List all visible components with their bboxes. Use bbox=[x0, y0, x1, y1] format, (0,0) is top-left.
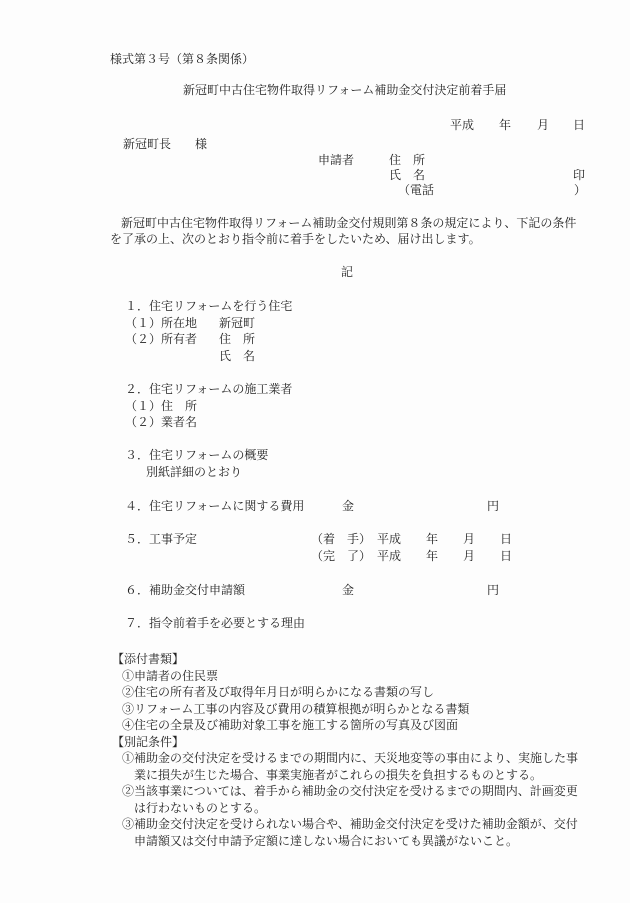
form-number: 様式第３号（第８条関係） bbox=[110, 52, 255, 66]
attachment-item: ①申請者の住民票 bbox=[122, 669, 219, 683]
date-day: 日 bbox=[573, 118, 586, 132]
condition-1-line-1: ①補助金の交付決定を受けるまでの期間内に、天災地変等の事由により、実施した事 bbox=[122, 751, 579, 765]
applicant-phone-label: （電話 bbox=[398, 183, 435, 197]
item5-end-month: 月 bbox=[463, 549, 476, 563]
item7-heading: ７．指令前着手を必要とする理由 bbox=[125, 616, 306, 630]
seal-mark: 印 bbox=[573, 168, 586, 182]
date-era: 平成 bbox=[450, 118, 475, 132]
ki-heading: 記 bbox=[341, 265, 354, 279]
condition-2-line-1: ②当該事業については、着手から補助金の交付決定を受けるまでの期間内、計画変更 bbox=[122, 784, 578, 798]
item5-start-month: 月 bbox=[463, 532, 476, 546]
date-month: 月 bbox=[537, 118, 550, 132]
conditions-heading: 【別記条件】 bbox=[112, 735, 185, 749]
item4-heading: ４．住宅リフォームに関する費用 bbox=[125, 499, 305, 513]
attachment-item: ②住宅の所有者及び取得年月日が明らかになる書類の写し bbox=[122, 685, 435, 699]
item2-contractor-name: （２）業者名 bbox=[125, 415, 198, 429]
date-year: 年 bbox=[499, 118, 512, 132]
item6-heading: ６．補助金交付申請額 bbox=[125, 583, 246, 597]
item5-start-label: （着 手） bbox=[311, 532, 372, 546]
item4-yen: 円 bbox=[487, 499, 500, 513]
item5-end-label: （完 了） bbox=[311, 549, 372, 563]
item6-kin: 金 bbox=[342, 583, 355, 597]
item1-heading: １．住宅リフォームを行う住宅 bbox=[125, 299, 293, 313]
attachment-item: ④住宅の全景及び補助対象工事を施工する箇所の写真及び図面 bbox=[122, 718, 459, 732]
applicant-address-label: 住 所 bbox=[389, 153, 426, 167]
intro-line-2: を了承の上、次のとおり指令前に着手をしたいため、届け出します。 bbox=[110, 232, 481, 246]
item5-heading: ５．工事予定 bbox=[125, 532, 198, 546]
addressee-honorific: 様 bbox=[195, 137, 208, 151]
condition-3-line-2: 申請額又は交付申請予定額に達しない場合においても異議がないこと。 bbox=[134, 834, 519, 848]
applicant-name-label: 氏 名 bbox=[389, 168, 426, 182]
item5-end-day: 日 bbox=[500, 549, 513, 563]
item5-start-day: 日 bbox=[500, 532, 513, 546]
applicant-phone-close: ） bbox=[574, 183, 587, 197]
item5-start-year: 年 bbox=[426, 532, 439, 546]
item1-owner-label: （２）所有者 bbox=[125, 332, 198, 346]
item3-heading: ３．住宅リフォームの概要 bbox=[125, 448, 269, 462]
addressee-name: 新冠町長 bbox=[123, 137, 172, 151]
attachments-heading: 【添付書類】 bbox=[112, 652, 185, 666]
item2-address: （１）住 所 bbox=[125, 399, 198, 413]
item1-owner-address: 住 所 bbox=[219, 332, 256, 346]
item4-kin: 金 bbox=[342, 499, 355, 513]
item5-end-era: 平成 bbox=[377, 549, 402, 563]
condition-3-line-1: ③補助金交付決定を受けられない場合や、補助金交付決定を受けた補助金額が、交付 bbox=[122, 817, 578, 831]
item6-yen: 円 bbox=[487, 583, 500, 597]
item2-heading: ２．住宅リフォームの施工業者 bbox=[125, 382, 293, 396]
item5-end-year: 年 bbox=[426, 549, 439, 563]
item1-location-label: （１）所在地 bbox=[125, 316, 198, 330]
item5-start-era: 平成 bbox=[377, 532, 402, 546]
item3-note: 別紙詳細のとおり bbox=[146, 465, 243, 479]
document-title: 新冠町中古住宅物件取得リフォーム補助金交付決定前着手届 bbox=[183, 83, 507, 97]
condition-1-line-2: 業に損失が生じた場合、事業実施者がこれらの損失を負担するものとする。 bbox=[134, 768, 543, 782]
intro-line-1: 新冠町中古住宅物件取得リフォーム補助金交付規則第８条の規定により、下記の条件 bbox=[121, 216, 577, 230]
condition-2-line-2: は行わないものとする。 bbox=[134, 801, 267, 815]
attachment-item: ③リフォーム工事の内容及び費用の積算根拠が明らかとなる書類 bbox=[122, 702, 470, 716]
applicant-label: 申請者 bbox=[318, 153, 355, 167]
item1-location-value: 新冠町 bbox=[219, 316, 256, 330]
item1-owner-name: 氏 名 bbox=[219, 349, 256, 363]
